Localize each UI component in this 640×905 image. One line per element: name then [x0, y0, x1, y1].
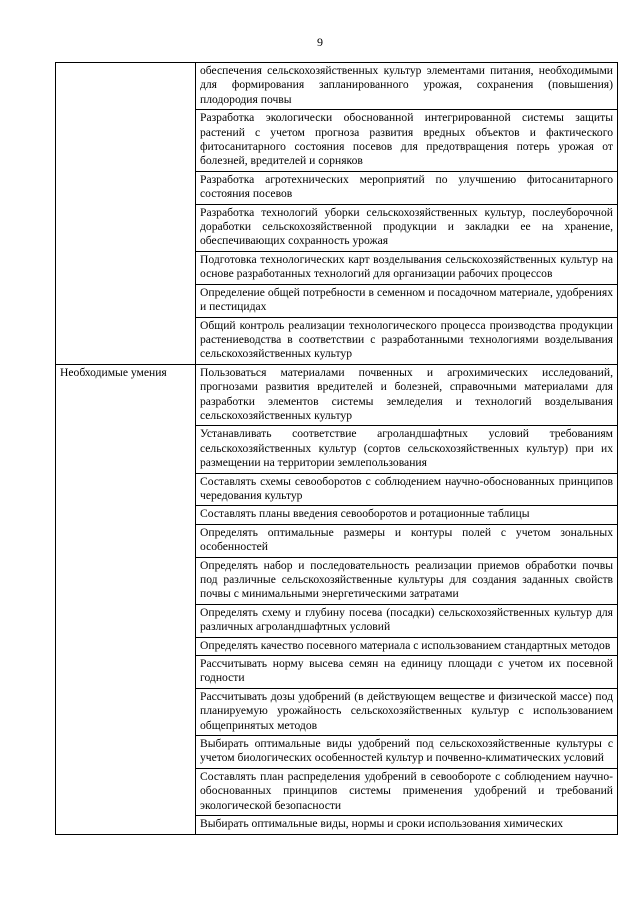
requirement-item: Определять схему и глубину посева (посадки) сельскохозяйственных культур для различных агроландшафтных условий — [196, 604, 618, 637]
requirement-item: Выбирать оптимальные виды, нормы и сроки использования химических — [196, 816, 618, 834]
requirement-item: Общий контроль реализации технологического процесса производства продукции растениеводства в соответствии с разработанными технологиями возделывания сельскохозяйственных культур — [196, 317, 618, 364]
requirement-item: Составлять планы введения севооборотов и ротационные таблицы — [196, 506, 618, 524]
requirement-item: Пользоваться материалами почвенных и агрохимических исследований, прогнозами развития вредителей и болезней, справочными материалами для разработки элементов системы земледелия и технологий возделывания сельскохозяйственных культур — [196, 364, 618, 426]
requirement-item: Устанавливать соответствие агроландшафтных условий требованиям сельскохозяйственных культур (сортов сельскохозяйственных культур) при их размещении на территории землепользования — [196, 426, 618, 473]
requirement-item: Определение общей потребности в семенном и посадочном материале, удобрениях и пестицидах — [196, 284, 618, 317]
requirement-item: Определять оптимальные размеры и контуры полей с учетом зональных особенностей — [196, 524, 618, 557]
requirement-item: Выбирать оптимальные виды удобрений под сельскохозяйственные культуры с учетом биологических особенностей культур и почвенно-климатических условий — [196, 736, 618, 769]
requirement-item: Составлять план распределения удобрений в севообороте с соблюдением научно-обоснованных принципов системы применения удобрений и требований экологической безопасности — [196, 768, 618, 815]
table-row — [56, 63, 618, 110]
requirement-item: Подготовка технологических карт возделывания сельскохозяйственных культур на основе разработанных технологий для организации рабочих процессов — [196, 251, 618, 284]
requirement-item: Разработка технологий уборки сельскохозяйственных культур, послеуборочной доработки сельскохозяйственной продукции и закладки ее на хранение, обеспечивающих сохранность урожая — [196, 204, 618, 251]
requirement-item: Определять набор и последовательность реализации приемов обработки почвы под различные сельскохозяйственные культуры для создания заданных свойств почвы с минимальными энергетическими затратами — [196, 557, 618, 604]
requirement-item: Рассчитывать дозы удобрений (в действующем веществе и физической массе) под планируемую урожайность сельскохозяйственных культур с использованием общепринятых методов — [196, 688, 618, 735]
requirements-table — [55, 62, 618, 835]
page-number: 9 — [317, 35, 323, 49]
requirement-item: Разработка экологически обоснованной интегрированной системы защиты растений с учетом прогноза развития вредных объектов и фактического фитосанитарного состояния посевов для предотвращения потерь урожая от болезней, вредителей и сорняков — [196, 110, 618, 172]
requirement-item: Разработка агротехнических мероприятий по улучшению фитосанитарного состояния посевов — [196, 171, 618, 204]
table-body — [56, 63, 618, 835]
requirement-item: Определять качество посевного материала с использованием стандартных методов — [196, 637, 618, 655]
requirement-item: обеспечения сельскохозяйственных культур элементами питания, необходимыми для формирования запланированного урожая, сохранения (повышения) плодородия почвы — [196, 63, 618, 110]
requirement-item: Составлять схемы севооборотов с соблюдением научно-обоснованных принципов чередования культур — [196, 473, 618, 506]
section-label: Необходимые умения — [56, 364, 196, 834]
section-label — [56, 63, 196, 365]
requirement-item: Рассчитывать норму высева семян на единицу площади с учетом их посевной годности — [196, 656, 618, 689]
table-row — [56, 364, 618, 426]
